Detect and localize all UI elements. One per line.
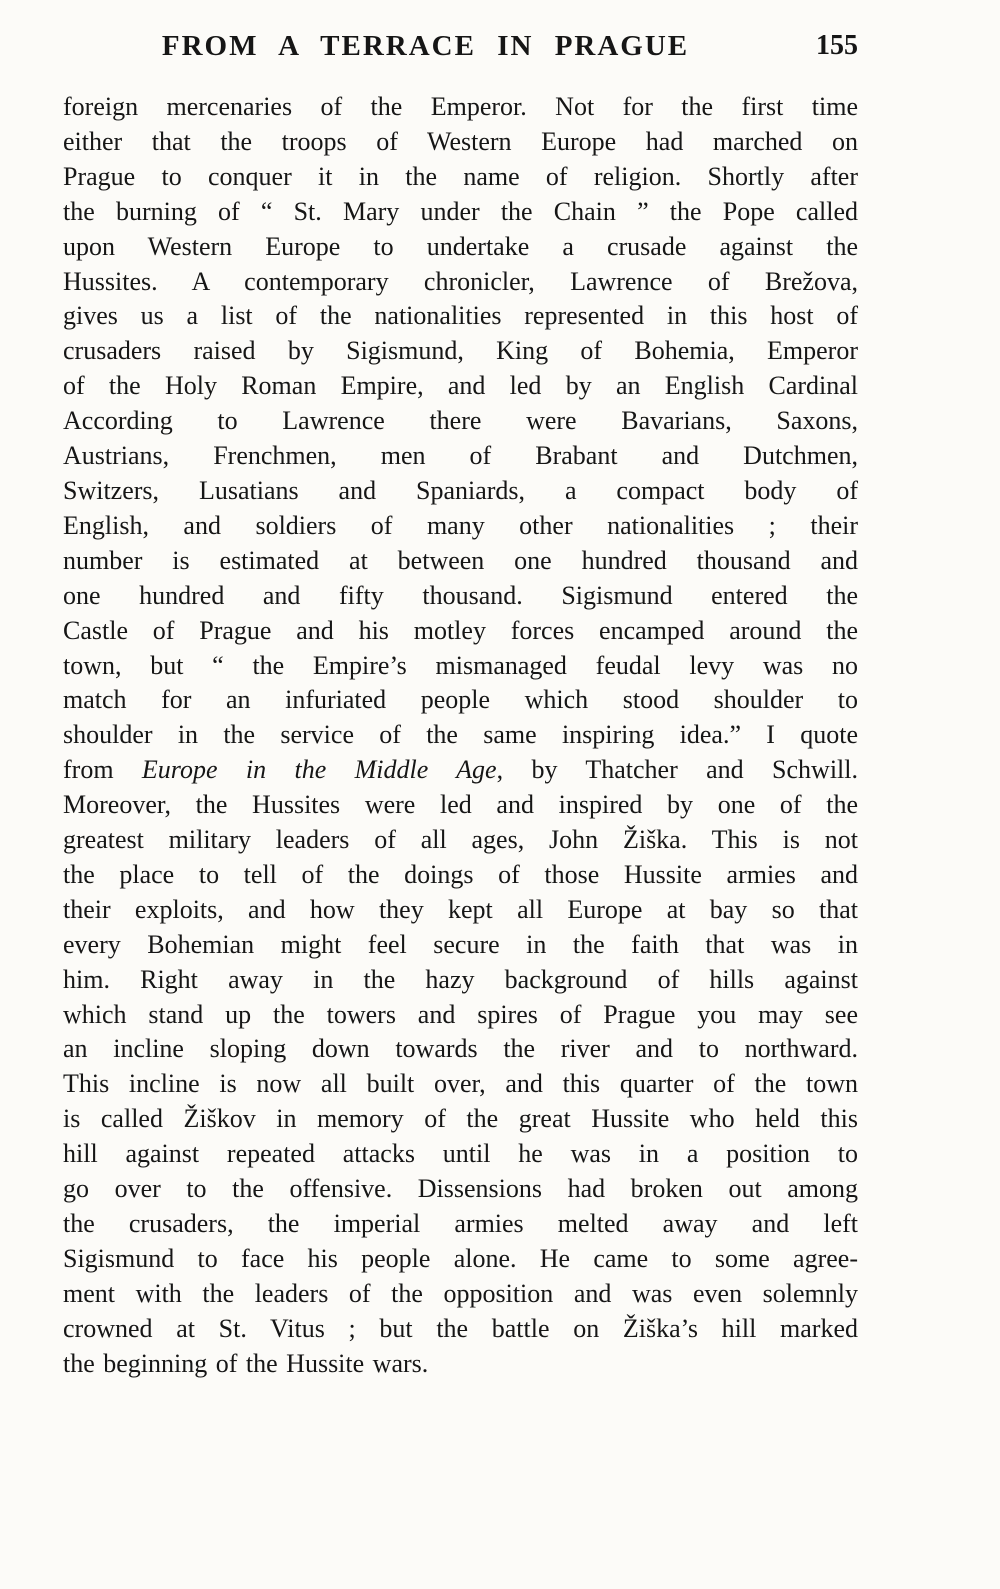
text-line: which stand up the towers and spires of Prague you may see	[63, 999, 858, 1029]
text-line: Castle of Prague and his motley forces encamped around the	[63, 615, 858, 645]
text-line: Austrians, Frenchmen, men of Brabant and Dutchmen,	[63, 441, 858, 471]
page-header	[63, 30, 858, 70]
text-line: one hundred and fifty thousand. Sigismund entered the	[63, 580, 858, 610]
text-line: their exploits, and how they kept all Europe at bay so that	[63, 894, 858, 924]
text-line: greatest military leaders of all ages, John Žiška. This is not	[63, 825, 858, 855]
text-line: gives us a list of the nationalities represented in this host of	[63, 301, 858, 331]
text-line: crowned at St. Vitus ; but the battle on Žiška’s hill marked	[63, 1313, 858, 1343]
text-line: Prague to conquer it in the name of religion. Shortly after	[63, 161, 858, 191]
text-line: the crusaders, the imperial armies melted away and left	[63, 1209, 858, 1238]
text-line: number is estimated at between one hundred thousand and	[63, 545, 858, 575]
text-line: go over to the offensive. Dissensions had broken out among	[63, 1174, 858, 1204]
text-line: English, and soldiers of many other nationalities ; their	[63, 510, 858, 540]
text-line: is called Žiškov in memory of the great Hussite who held this	[63, 1104, 858, 1134]
text-line: hill against repeated attacks until he was in a position to	[63, 1139, 858, 1169]
text-line: town, but “ the Empire’s mismanaged feudal levy was no	[63, 650, 858, 680]
text-line: the beginning of the Hussite wars.	[63, 1348, 429, 1378]
text-line: shoulder in the service of the same inspiring idea.” I quote	[63, 720, 858, 750]
page-number: 155	[816, 30, 858, 61]
text-line: upon Western Europe to undertake a crusade against the	[63, 231, 858, 261]
text-line: him. Right away in the hazy background of hills against	[63, 964, 858, 994]
text-column	[63, 30, 858, 1382]
text-line: the place to tell of the doings of those Hussite armies and	[63, 859, 858, 889]
text-line: Moreover, the Hussites were led and inspired by one of the	[63, 790, 858, 820]
text-line: Hussites. A contemporary chronicler, Lawrence of Brežova,	[63, 266, 858, 296]
text-line: match for an infuriated people which stood shoulder to	[63, 685, 858, 715]
text-line: crusaders raised by Sigismund, King of Bohemia, Emperor	[63, 336, 858, 366]
body-text	[63, 90, 858, 1382]
text-line: the burning of “ St. Mary under the Chain ” the Pope called	[63, 196, 858, 226]
text-line: According to Lawrence there were Bavarians, Saxons,	[63, 406, 858, 436]
text-line: of the Holy Roman Empire, and led by an English Cardinal	[63, 371, 858, 401]
text-line: an incline sloping down towards the river and to northward.	[63, 1034, 858, 1064]
text-line: Switzers, Lusatians and Spaniards, a compact body of	[63, 475, 858, 505]
text-line: either that the troops of Western Europe had marched on	[63, 126, 858, 156]
text-line: from Europe in the Middle Age, by Thatcher and Schwill.	[63, 755, 858, 785]
text-line: This incline is now all built over, and this quarter of the town	[63, 1069, 858, 1099]
text-line: foreign mercenaries of the Emperor. Not for the first time	[63, 92, 858, 121]
text-line: ment with the leaders of the opposition and was even solemnly	[63, 1278, 858, 1308]
page-title: FROM A TERRACE IN PRAGUE	[161, 30, 690, 62]
text-line: every Bohemian might feel secure in the faith that was in	[63, 929, 858, 959]
text-line: Sigismund to face his people alone. He came to some agree-	[63, 1243, 858, 1273]
